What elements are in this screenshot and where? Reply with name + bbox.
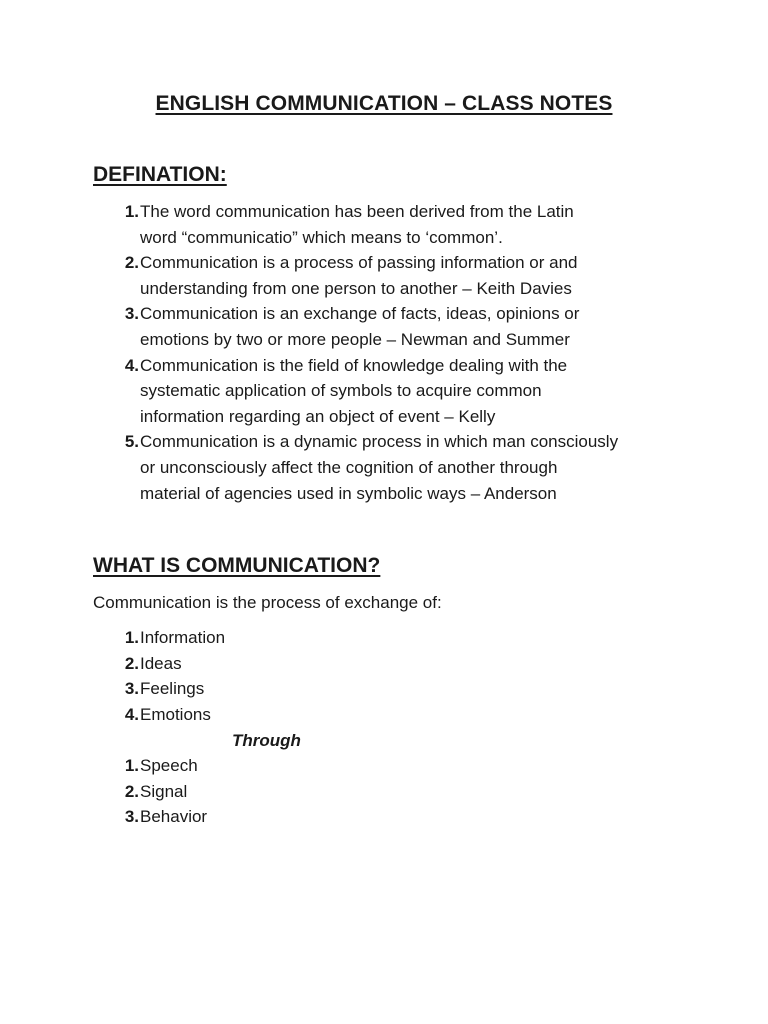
list-item-text: Communication is the field of knowledge dealing with the systematic application of symbols to acquire common information regarding an object of event – Kelly [140, 355, 568, 426]
through-label: Through [232, 730, 301, 750]
list-item-number: 3. [124, 807, 139, 827]
list-item [93, 702, 688, 728]
list-item-text: Ideas [140, 653, 182, 673]
list-item-number: 3. [124, 679, 139, 699]
through-list [93, 753, 688, 830]
list-item-number: 1. [124, 202, 139, 221]
list-item [93, 353, 688, 430]
list-item [93, 199, 688, 250]
list-item [93, 753, 688, 779]
list-item-text: Signal [140, 781, 188, 801]
list-item-text: Behavior [140, 807, 208, 827]
list-item-text: Emotions [140, 704, 211, 724]
list-item-number: 5. [124, 432, 139, 452]
list-item-number: 1. [124, 756, 139, 776]
list-item [93, 429, 688, 506]
list-item [93, 804, 688, 830]
document-title: ENGLISH COMMUNICATION – CLASS NOTES [155, 92, 613, 115]
definition-list [93, 199, 688, 506]
list-item-text: Information [140, 628, 226, 648]
list-item-text: Feelings [140, 679, 205, 699]
list-item [93, 651, 688, 677]
definition-heading: DEFINATION: [93, 163, 227, 186]
list-item-number: 4. [124, 704, 139, 724]
list-item-number: 1. [124, 628, 139, 648]
list-item-text: Communication is a process of passing information or and understanding from one person to another – Keith Davies [140, 253, 578, 298]
list-item-text: Speech [140, 756, 198, 776]
list-item [93, 301, 688, 352]
list-item [93, 625, 688, 651]
list-item-number: 4. [124, 355, 139, 375]
list-item [93, 676, 688, 702]
what-is-communication-heading: WHAT IS COMMUNICATION? [93, 554, 381, 578]
list-item-text: Communication is an exchange of facts, ideas, opinions or emotions by two or more people – Newman and Summer [140, 304, 580, 349]
list-item-text: Communication is a dynamic process in which man consciously or unconsciously affect the cognition of another through material of agencies used in symbolic ways – Anderson [140, 432, 619, 503]
list-item-text: The word communication has been derived from the Latin word “communicatio” which means to ‘common’. [140, 202, 574, 247]
list-item [93, 250, 688, 301]
list-item-number: 3. [124, 304, 139, 324]
exchange-list [93, 625, 688, 727]
list-item [93, 779, 688, 805]
intro-paragraph: Communication is the process of exchange of: [93, 593, 442, 613]
list-item-number: 2. [124, 253, 139, 273]
list-item-number: 2. [124, 781, 139, 801]
list-item-number: 2. [124, 653, 139, 673]
